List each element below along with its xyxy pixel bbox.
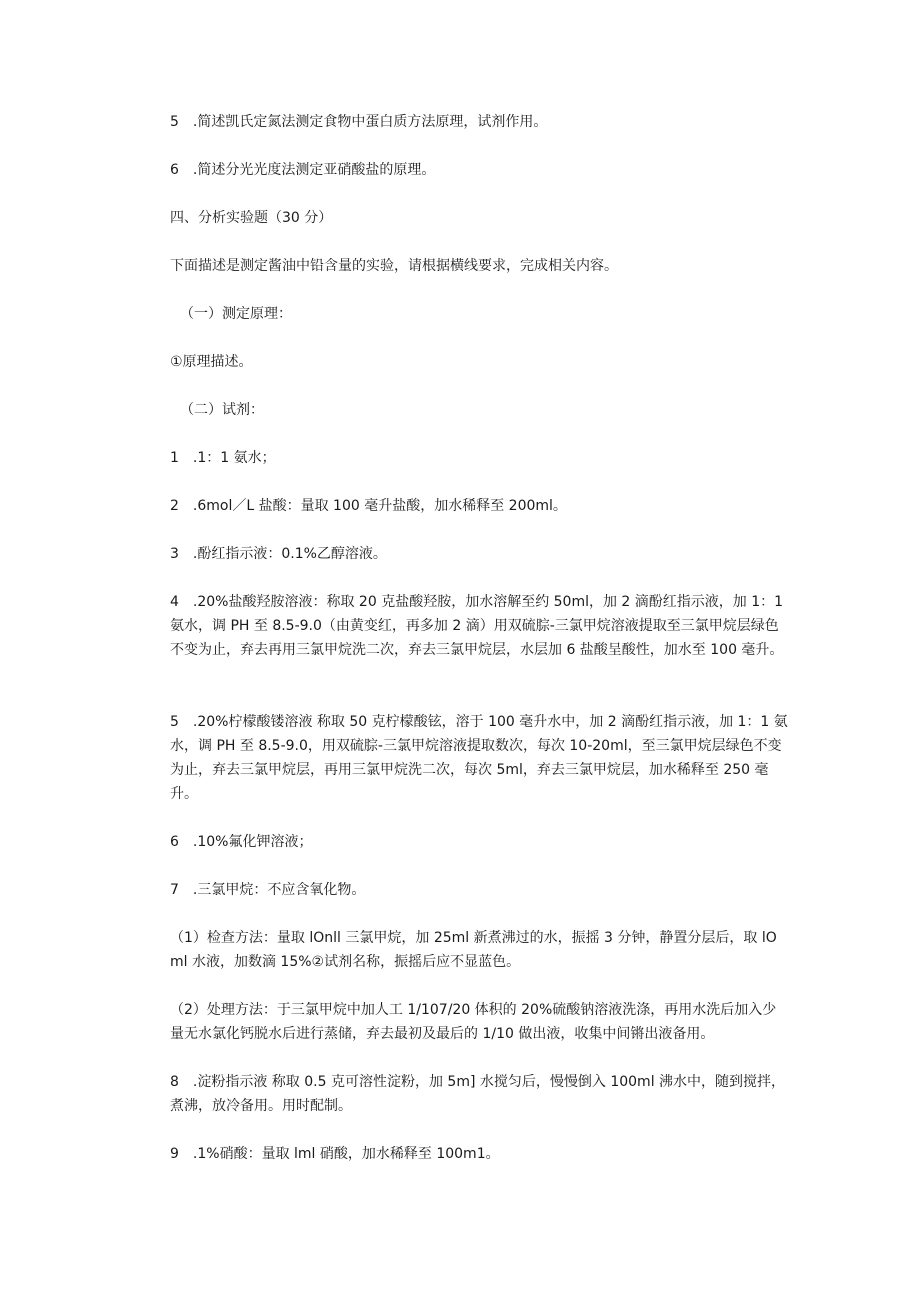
reagent-7-treatment-method: （2）处理方法：于三氯甲烷中加人工 1/107/20 体积的 20%硫酸钠溶液洗涤，再用水洗后加入少量无水氯化钙脱水后进行蒸储，弃去最初及最后的 1/10 做出液，收集中间锵出液备用。 bbox=[170, 1002, 777, 1042]
reagent-9: 9 .1%硝酸：量取 lml 硝酸，加水稀释至 100m1。 bbox=[170, 1146, 500, 1162]
reagent-3: 3 .酚红指示液：0.1%乙醇溶液。 bbox=[170, 546, 387, 562]
reagent-2: 2 .6mol／L 盐酸：量取 100 毫升盐酸，加水稀释至 200ml。 bbox=[170, 498, 567, 514]
reagent-7: 7 .三氯甲烷：不应含氧化物。 bbox=[170, 882, 366, 898]
reagent-4: 4 .20%盐酸羟胺溶液：称取 20 克盐酸羟胺，加水溶解至约 50ml，加 2 滴酚红指示液，加 1：1 氨水，调 PH 至 8.5-9.0（由黄变红，再多加 2 滴）用双硫腙-三氯甲烷溶液提取至三氯甲烷层绿色不变为止，弃去再用三氯甲烷洗二次，弃去三氯甲烷层，水层加 6 盐酸呈酸性，加水至 100 毫升。 bbox=[170, 594, 784, 658]
reagent-7-check-method: （1）检查方法：量取 lOnll 三氯甲烷，加 25ml 新煮沸过的水，振摇 3 分钟，静置分层后，取 lOml 水液，加数滴 15%②试剂名称，振摇后应不显蓝色。 bbox=[170, 930, 777, 970]
reagent-6: 6 .10%氟化钾溶液； bbox=[170, 834, 313, 850]
section-intro: 下面描述是测定酱油中铅含量的实验，请根据横线要求，完成相关内容。 bbox=[170, 258, 618, 274]
principle-description: ①原理描述。 bbox=[170, 354, 253, 370]
reagent-5: 5 .20%柠檬酸镂溶液 称取 50 克柠檬酸铉，溶于 100 毫升水中，加 2 滴酚红指示液，加 1：1 氨水，调 PH 至 8.5-9.0，用双硫腙-三氯甲烷溶液提取数次，每次 10-20ml，至三氯甲烷层绿色不变为止，弃去三氯甲烷层，再用三氯甲烷洗二次，每次 5ml，弃去三氯甲烷层，加水稀释至 250 毫升。 bbox=[170, 714, 788, 802]
subheading-reagents: （二）试剂： bbox=[180, 402, 264, 418]
question-5: 5 .简述凯氏定氮法测定食物中蛋白质方法原理，试剂作用。 bbox=[170, 114, 548, 130]
reagent-8: 8 .淀粉指示液 称取 0.5 克可溶性淀粉，加 5m] 水搅匀后，慢慢倒入 100ml 沸水中，随到搅拌，煮沸，放冷备用。用时配制。 bbox=[170, 1074, 786, 1114]
question-6: 6 .简述分光光度法测定亚硝酸盐的原理。 bbox=[170, 162, 436, 178]
subheading-principle: （一）测定原理： bbox=[180, 306, 292, 322]
section-heading-analysis: 四、分析实验题（30 分） bbox=[170, 210, 333, 226]
reagent-1: 1 .1：1 氨水； bbox=[170, 450, 276, 466]
